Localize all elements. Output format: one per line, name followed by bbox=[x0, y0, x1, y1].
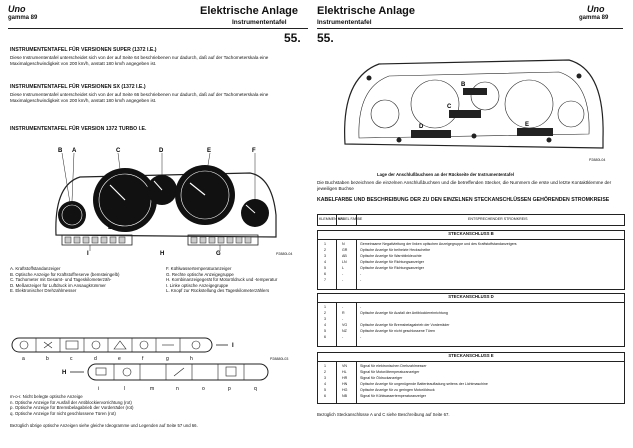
model-name: Uno bbox=[8, 4, 26, 14]
light-label-o: o bbox=[202, 386, 205, 392]
header-rule bbox=[317, 28, 623, 29]
page-number: 55. bbox=[317, 31, 334, 45]
instrument-cluster-diagram bbox=[50, 145, 280, 255]
legend-item: E. Elektronischer Drehzahlmesser bbox=[10, 288, 77, 294]
diagram-label-h: H bbox=[160, 251, 165, 255]
warning-light-group-h bbox=[62, 362, 302, 394]
footer-note: Bezüglich Steckanschlüsse A und C siehe Beschreibung auf Seite 67. bbox=[317, 412, 450, 417]
table-column-headers bbox=[317, 214, 625, 226]
light-label-d: d bbox=[94, 356, 97, 362]
legend-column-right bbox=[166, 266, 306, 294]
connector-table-b: STECKANSCHLUSS B 1 N Gemeinsame Negativleitung der linken optischen Anzeigegruppe und des Kraftstoffstandanzeigers 2 GR Optische Anzeige für beiheizte Heckscheibe 3 AB Optische Anzeige für Warnblinkleuchte 4 LN Optische Anzeige für Richtungsanzeiger 5 L Optische Anzeige für Richtungsanzeiger 6 - - 7 - - bbox=[317, 230, 625, 290]
model-range: gamma 89 bbox=[8, 15, 38, 21]
connector-label-d: D bbox=[419, 124, 424, 130]
diagram-label-c: C bbox=[116, 148, 121, 154]
diagram-label-a: A bbox=[72, 148, 77, 154]
legend-item: I. Linke optische Anzeigegruppe bbox=[166, 282, 229, 288]
page-title: Elektrische Anlage bbox=[200, 5, 299, 17]
light-label-b: b bbox=[46, 356, 49, 362]
diagram-label-e: E bbox=[207, 148, 212, 154]
group-h-label: H bbox=[62, 370, 67, 376]
diagram-label-l: L bbox=[108, 225, 112, 231]
light-label-a: a bbox=[22, 356, 25, 362]
figure-reference: P2880L04 bbox=[589, 158, 606, 162]
warning-light-group-i bbox=[10, 336, 240, 362]
legend-item: H. Kombinanzeigegerät für Motoröldruck und -temperatur bbox=[166, 277, 278, 283]
diagram-label-d: D bbox=[159, 148, 164, 154]
light-label-p: p bbox=[228, 386, 231, 392]
block-title: STECKANSCHLUSS E bbox=[318, 353, 624, 362]
light-label-h: h bbox=[190, 356, 193, 362]
page-subtitle: Instrumententafel bbox=[232, 19, 287, 26]
page-subtitle: Instrumententafel bbox=[317, 19, 372, 26]
light-label-n: n bbox=[176, 386, 179, 392]
legend-item: G. Rechte optische Anzeigegruppe bbox=[166, 271, 234, 277]
light-label-i: i bbox=[98, 386, 100, 392]
diagram-label-f: F bbox=[252, 148, 256, 154]
section-text: Diese Instrumententafel unterscheidet sich von der auf Seite 64 beschriebenen nur dadurch, daß auf der Tachometerskala eine Maximalgeschwindigkeit von 200 km/h, anstatt 180 km/h angegeben ist. bbox=[10, 55, 269, 66]
model-range: gamma 89 bbox=[579, 15, 609, 21]
right-page bbox=[317, 0, 633, 448]
group-i-label: I bbox=[232, 343, 234, 349]
block-title: STECKANSCHLUSS D bbox=[318, 294, 624, 303]
header-rule bbox=[8, 28, 308, 29]
left-page bbox=[0, 0, 316, 448]
col-header-circuit: ENTSPRECHENDER STROMKREIS bbox=[468, 217, 528, 221]
legend-item: A. Kraftstoffstandanzeiger bbox=[10, 266, 61, 271]
table-heading: KABELFARBE UND BESCHREIBUNG DER ZU DEN EINZELNEN STECKANSCHLÜSSEN GEHÖRENDEN STROMKREISE bbox=[317, 197, 610, 203]
connector-table-d: STECKANSCHLUSS D 1 - - 2 R Optische Anzeige für Ausfall der Antiblockiereinrichtung 3 - 4 VG Optische Anzeige für Bremsbelagabrieb der Vorderräder 5 NZ Optische Anzeige für nicht geschlossene Türen 6 - - bbox=[317, 293, 625, 347]
legend-item: L. Knopf zur Rückstellung des Tageskilometerzählers bbox=[166, 288, 270, 294]
note-item: p. Optische Anzeige für Bremsbelagabrieb der Vorderräder (rot) bbox=[10, 405, 134, 411]
connector-label-b: B bbox=[461, 82, 466, 88]
legend-item: C. Tachometer mit Gesamt- und Tageskilometerzäh- bbox=[10, 277, 112, 283]
col-header-color: KABEL FARBE bbox=[338, 217, 363, 221]
connector-label-e: E bbox=[525, 122, 530, 128]
footer-note: Bezüglich übrige optische Anzeigen siehe gleiche Ideogramme und Legenden auf Seite 57 und 66. bbox=[10, 423, 198, 428]
block-title: STECKANSCHLUSS B bbox=[318, 231, 624, 240]
diagram-label-g: G bbox=[216, 251, 221, 255]
figure-caption-text: Die Buchstaben bezeichnen die einzelnen Anschlußbuchsen und die betreffenden Stecker, die Nummern die erste und letzte Kontaktklemme der jeweiligen Buchse bbox=[317, 180, 612, 191]
legend-item: F. Kühlwassertemperaturanzeiger bbox=[166, 266, 232, 271]
col-header-terminal: KLEMMEN NR. bbox=[319, 217, 344, 221]
figure-reference: P28880L03 bbox=[270, 357, 289, 361]
section-heading: INSTRUMENTENTAFEL FÜR VERSION 1372 TURBO I.E. bbox=[10, 126, 147, 132]
light-label-q: q bbox=[254, 386, 257, 392]
note-item: m-o-r. Nicht belegte optische Anzeige bbox=[10, 394, 83, 399]
section-heading: INSTRUMENTENTAFEL FÜR VERSIONEN SX (1372 I.E.) bbox=[10, 84, 146, 90]
model-name: Uno bbox=[587, 4, 605, 14]
diagram-label-i: I bbox=[87, 251, 89, 255]
page-title: Elektrische Anlage bbox=[317, 5, 416, 17]
figure-caption-title: Lage der Anschlußbuchsen an der Rückseite der Instrumententafel bbox=[377, 172, 514, 177]
light-label-l: l bbox=[124, 386, 126, 392]
light-label-f: f bbox=[142, 356, 144, 362]
connector-table-e: STECKANSCHLUSS E 1 VN Signal für elektronischen Drehzahlmesser 2 HL Signal für Motoröltemperaturanzeiger 3 HR Signal für Öldruckanzeiger 4 HN Optische Anzeige für ungenügende Batterieaufladung seitens der Lichtmaschine 5 HG Optische Anzeige für zu geringen Motoröldruck 6 NB Signal für Kühlwassertemperaturanzeiger bbox=[317, 352, 625, 404]
page-number: 55. bbox=[284, 31, 301, 45]
light-label-g: g bbox=[166, 356, 169, 362]
cluster-rear-diagram bbox=[339, 48, 609, 158]
note-item: n. Optische Anzeige für Ausfall der Antiblockiervorrichtung (rot) bbox=[10, 399, 132, 405]
notes-list bbox=[10, 394, 310, 416]
legend-item: D. Meßanzeiger für Luftdruck im Ansaugkrümmer bbox=[10, 282, 106, 288]
connector-label-c: C bbox=[447, 104, 452, 110]
legend-item: B. Optische Anzeige für Kraftstoffreserve (bemsteingelb) bbox=[10, 271, 120, 277]
light-label-m: m bbox=[150, 386, 155, 392]
figure-reference: P2880L04 bbox=[276, 252, 293, 256]
diagram-label-b: B bbox=[58, 148, 63, 154]
section-heading: INSTRUMENTENTAFEL FÜR VERSIONEN SUPER (1372 I.E.) bbox=[10, 47, 157, 53]
light-label-e: e bbox=[118, 356, 121, 362]
section-text: Diese Instrumententafel unterscheidet sich von der auf Seite 66 beschriebenen nur dadurch, daß auf der Tachometerskala eine Maximalgeschwindigkeit von 200 km/h, anstatt 180 km/h angegeben ist. bbox=[10, 92, 269, 103]
light-label-c: c bbox=[70, 356, 73, 362]
legend-column-left bbox=[10, 266, 160, 294]
note-item: q. Optische Anzeige für nicht geschlossene Türen (rot) bbox=[10, 410, 116, 416]
